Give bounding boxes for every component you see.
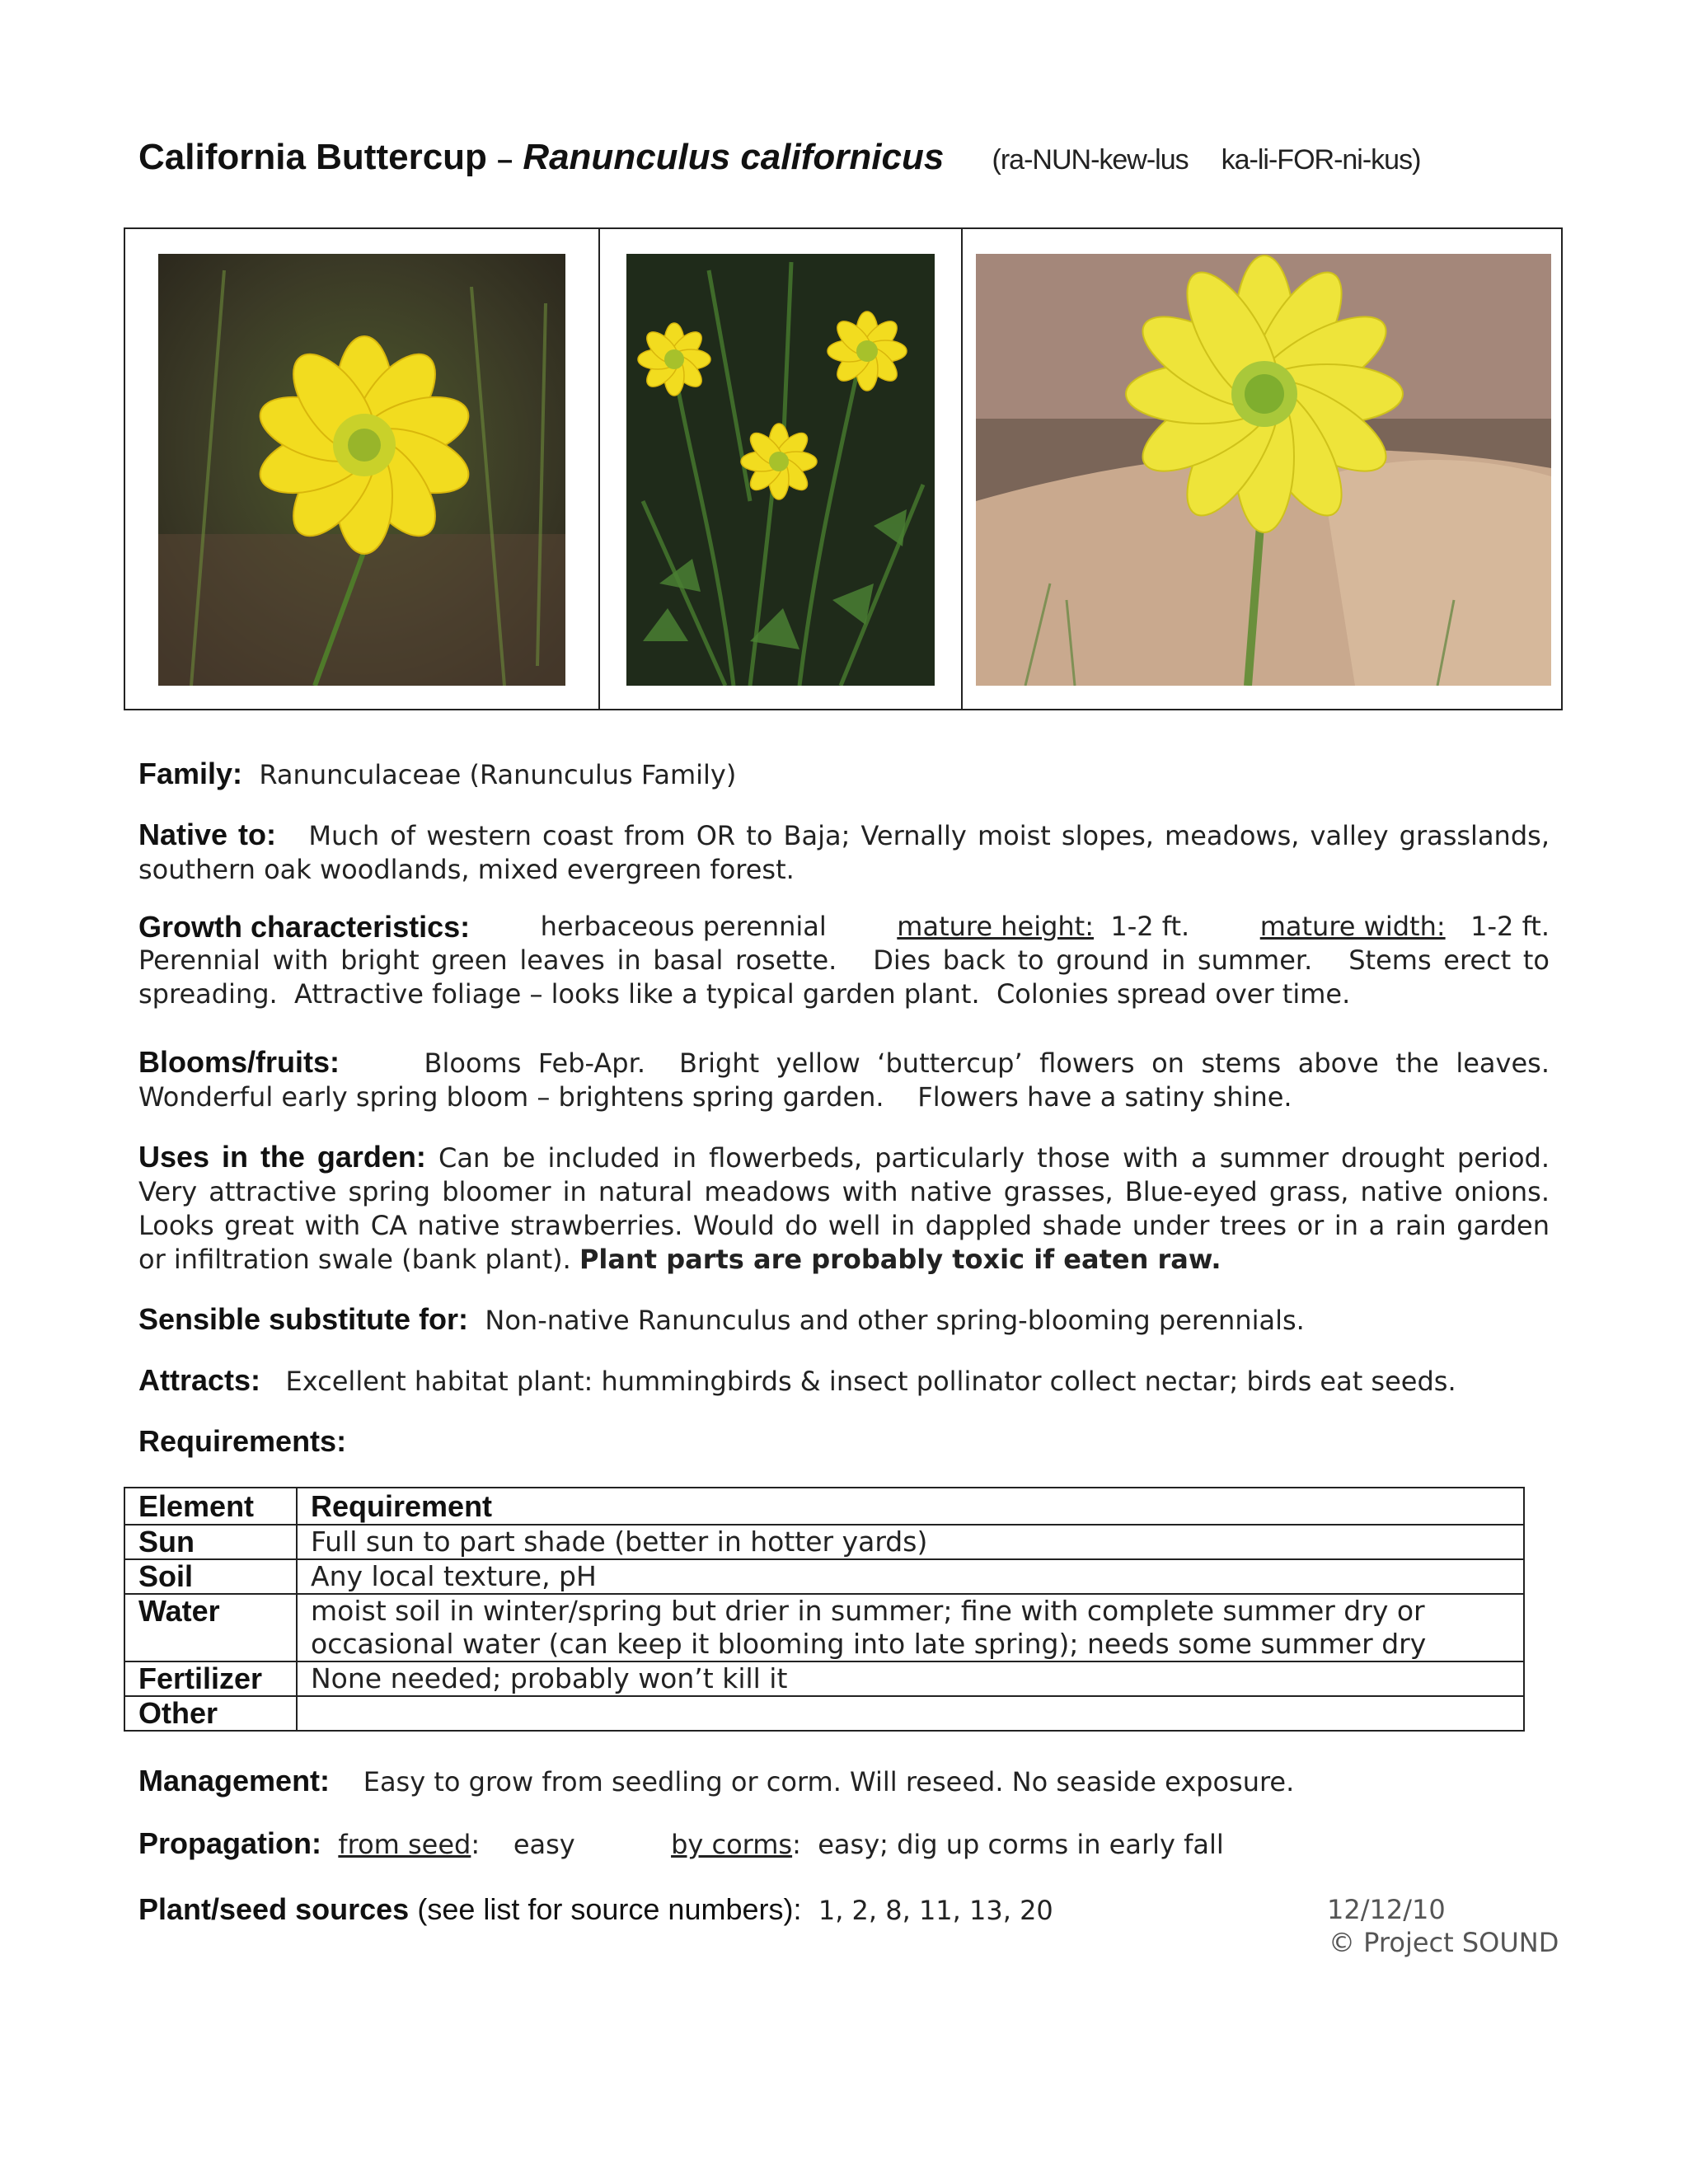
propagation-section: Propagation: from seed: easy by corms: easy; dig up corms in early fall xyxy=(138,1826,1224,1860)
common-name: California Buttercup xyxy=(138,137,487,177)
from-seed-label: from seed xyxy=(338,1829,471,1860)
native-text: Much of western coast from OR to Baja; Vernally moist slopes, meadows, valley grasslands, southern oak woodlands, mixed evergreen forest. xyxy=(138,820,1550,885)
requirement-cell: Any local texture, pH xyxy=(297,1559,1524,1594)
uses-text: Can be included in flowerbeds, particularly those with a summer drought period. Very attractive spring bloomer in natural meadows with native grasses, Blue-eyed grass, native onions. Looks great with CA native strawberries. Would do well in dappled shade under trees or in a rain garden or infiltration swale (bank plant). xyxy=(138,1142,1550,1275)
requirements-label: Requirements: xyxy=(138,1424,347,1458)
requirement-cell: None needed; probably won’t kill it xyxy=(297,1661,1524,1696)
native-section xyxy=(138,818,1550,887)
document-date: 12/12/10 xyxy=(1327,1894,1446,1925)
pronunciation-genus: (ra-NUN-kew-lus xyxy=(992,144,1189,176)
buttercup-closeup-photo xyxy=(158,254,565,686)
element-cell: Water xyxy=(124,1594,297,1661)
element-cell: Other xyxy=(124,1696,297,1731)
element-cell: Fertilizer xyxy=(124,1661,297,1696)
family-text: Ranunculaceae (Ranunculus Family) xyxy=(259,759,737,790)
substitute-section xyxy=(138,1302,1550,1338)
family-label: Family: xyxy=(138,757,243,790)
blooms-text: Blooms Feb-Apr. Bright yellow ‘buttercup’ flowers on stems above the leaves. Wonderful early spring bloom – brightens spring garden. Flowers have a satiny shine. xyxy=(138,1047,1567,1113)
blooms-section xyxy=(138,1045,1567,1114)
header-element: Element xyxy=(124,1488,297,1525)
page-title xyxy=(138,137,1420,178)
family-section xyxy=(138,757,1550,792)
attracts-text: Excellent habitat plant: hummingbirds & insect pollinator collect nectar; birds eat seeds. xyxy=(285,1366,1456,1397)
growth-section xyxy=(138,910,1559,1011)
requirement-cell: Full sun to part shade (better in hotter yards) xyxy=(297,1525,1524,1559)
from-seed-value: easy xyxy=(513,1829,575,1860)
blooms-label: Blooms/fruits: xyxy=(138,1045,340,1079)
mature-width-value: 1-2 ft. xyxy=(1470,911,1550,942)
uses-section xyxy=(138,1140,1550,1277)
table-header-row xyxy=(124,1488,1524,1525)
table-row xyxy=(124,1594,1524,1661)
buttercup-group-photo xyxy=(626,254,935,686)
propagation-label: Propagation: xyxy=(138,1826,321,1860)
growth-habit: herbaceous perennial xyxy=(540,911,827,942)
growth-text: Perennial with bright green leaves in basal rosette. Dies back to ground in summer. Stems erect to spreading. Attractive foliage – looks like a typical garden plant. Colonies spread over time. xyxy=(138,944,1559,1010)
buttercup-pot-photo xyxy=(976,254,1551,686)
attracts-label: Attracts: xyxy=(138,1363,261,1397)
photo-cell-1 xyxy=(125,229,598,709)
element-cell: Soil xyxy=(124,1559,297,1594)
photo-cell-3 xyxy=(961,229,1561,709)
management-text: Easy to grow from seedling or corm. Will reseed. No seaside exposure. xyxy=(363,1766,1295,1797)
requirement-cell: moist soil in winter/spring but drier in summer; fine with complete summer dry or occasional water (can keep it blooming into late spring); needs some summer dry xyxy=(297,1594,1524,1661)
substitute-text: Non-native Ranunculus and other spring-blooming perennials. xyxy=(485,1305,1305,1336)
attracts-section xyxy=(138,1363,1550,1399)
growth-label: Growth characteristics: xyxy=(138,910,471,944)
pronunciation-species: ka-li-FOR-ni-kus) xyxy=(1221,144,1421,176)
table-row xyxy=(124,1661,1524,1696)
management-section xyxy=(138,1764,1550,1799)
header-requirement: Requirement xyxy=(297,1488,1524,1525)
management-label: Management: xyxy=(138,1764,331,1797)
sources-label: Plant/seed sources xyxy=(138,1892,410,1926)
sources-numbers: 1, 2, 8, 11, 13, 20 xyxy=(818,1895,1053,1926)
mature-height-value: 1-2 ft. xyxy=(1110,911,1190,942)
by-corms-label: by corms xyxy=(671,1829,793,1860)
photo-strip xyxy=(124,227,1563,710)
toxicity-warning: Plant parts are probably toxic if eaten raw. xyxy=(579,1244,1221,1275)
table-row xyxy=(124,1525,1524,1559)
scientific-name: Ranunculus californicus xyxy=(523,137,945,177)
mature-height-label: mature height: xyxy=(897,911,1094,942)
requirement-cell xyxy=(297,1696,1524,1731)
growth-first-line xyxy=(138,910,1550,944)
substitute-label: Sensible substitute for: xyxy=(138,1302,469,1336)
copyright-notice: © Project SOUND xyxy=(1329,1927,1559,1958)
native-label: Native to: xyxy=(138,818,276,851)
photo-cell-2 xyxy=(598,229,961,709)
requirements-table xyxy=(124,1487,1525,1732)
by-corms-value: easy; dig up corms in early fall xyxy=(818,1829,1224,1860)
mature-width-label: mature width: xyxy=(1259,911,1446,942)
element-cell: Sun xyxy=(124,1525,297,1559)
sources-note: (see list for source numbers): xyxy=(417,1892,802,1926)
table-row xyxy=(124,1559,1524,1594)
requirements-heading-row xyxy=(138,1424,1550,1460)
uses-label: Uses in the garden: xyxy=(138,1140,426,1174)
title-dash: – xyxy=(497,144,513,176)
table-row xyxy=(124,1696,1524,1731)
